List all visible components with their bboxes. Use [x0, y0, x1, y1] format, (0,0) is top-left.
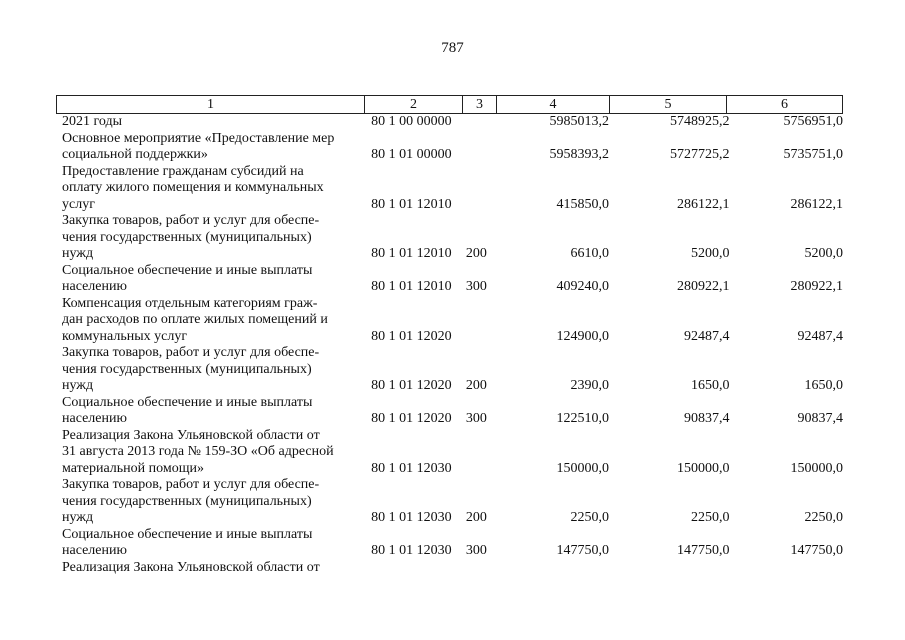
row-value-2021: 147750,0 [790, 543, 843, 558]
row-code-cell: 80 1 00 00000 [371, 114, 452, 129]
row-name-line: чения государственных (муниципальных) [62, 493, 312, 509]
table-row [56, 164, 843, 214]
row-name-line: Социальное обеспечение и иные выплаты [62, 262, 313, 278]
row-name-line: Основное мероприятие «Предоставление мер [62, 130, 335, 146]
row-value-2020: 1650,0 [690, 378, 730, 393]
row-value-2020: 90837,4 [683, 411, 730, 426]
row-value-2021: 5735751,0 [783, 147, 843, 162]
row-name-cell [62, 560, 363, 577]
row-vr-cell: 300 [465, 411, 487, 426]
row-value-2020: 5200,0 [690, 246, 730, 261]
table-row [56, 131, 843, 164]
row-code-cell: 80 1 01 12020 [371, 411, 452, 426]
row-name-cell [62, 345, 363, 395]
table-row [56, 213, 843, 263]
row-value-2021: 286122,1 [790, 196, 843, 212]
row-value-2021: 5756951,0 [783, 114, 843, 129]
table-row [56, 477, 843, 527]
row-name-line: дан расходов по оплате жилых помещений и [62, 312, 328, 327]
row-code-cell: 80 1 01 12010 [371, 196, 452, 212]
row-value-2021: 150000,0 [790, 460, 843, 476]
table-row [56, 527, 843, 560]
row-name-cell [62, 114, 363, 131]
row-vr-cell: 300 [465, 279, 487, 294]
row-value-2020: 280922,1 [676, 279, 730, 294]
row-name-line: услуг [62, 196, 95, 212]
row-vr-cell: 300 [465, 543, 487, 558]
row-value-2021: 2250,0 [804, 510, 843, 525]
row-name-cell [62, 263, 363, 296]
row-value-2019: 5985013,2 [549, 114, 610, 129]
row-value-2019: 5958393,2 [549, 147, 610, 162]
row-value-2019: 2250,0 [570, 510, 610, 525]
row-name-line: чения государственных (муниципальных) [62, 361, 312, 377]
row-name-line: Закупка товаров, работ и услуг для обеспе- [62, 477, 320, 492]
row-code-cell: 80 1 01 12030 [371, 460, 452, 476]
row-code-cell: 80 1 01 12030 [371, 510, 452, 525]
row-name-line: материальной помощи» [62, 460, 204, 476]
row-vr-cell: 200 [465, 246, 487, 261]
row-name-line: оплату жилого помещения и коммунальных [62, 180, 324, 195]
row-code-cell: 80 1 01 12020 [371, 328, 452, 344]
row-value-2020: 2250,0 [690, 510, 730, 525]
row-value-2019: 147750,0 [556, 543, 610, 558]
table-row [56, 263, 843, 296]
row-value-2020: 5748925,2 [669, 114, 730, 129]
row-name-cell [62, 131, 363, 164]
row-value-2019: 6610,0 [570, 246, 610, 261]
row-value-2019: 409240,0 [556, 279, 610, 294]
row-name-line: Реализация Закона Ульяновской области от [62, 427, 320, 443]
table-row [56, 560, 843, 577]
row-name-line: Социальное обеспечение и иные выплаты [62, 526, 313, 542]
table-row [56, 296, 843, 346]
row-value-2020: 5727725,2 [669, 147, 730, 162]
row-name-cell [62, 296, 363, 346]
header-col-6: 6 [726, 96, 842, 113]
row-code-cell: 80 1 01 12010 [371, 279, 452, 294]
row-value-2020: 92487,4 [683, 328, 730, 344]
row-code-cell: 80 1 01 00000 [371, 147, 452, 162]
row-code-cell: 80 1 01 12020 [371, 378, 452, 393]
budget-table [56, 95, 843, 576]
row-name-cell [62, 477, 363, 527]
table-row [56, 345, 843, 395]
row-name-line: социальной поддержки» [62, 147, 208, 162]
row-value-2019: 124900,0 [556, 328, 610, 344]
row-value-2021: 92487,4 [797, 328, 843, 344]
row-name-cell [62, 395, 363, 428]
table-body [56, 114, 843, 576]
table-header-row [56, 95, 843, 114]
page-number: 787 [441, 40, 464, 56]
row-name-line: нужд [62, 246, 94, 261]
row-name-cell [62, 428, 363, 478]
row-code-cell: 80 1 01 12030 [371, 543, 452, 558]
row-name-line: Компенсация отдельным категориям граж- [62, 295, 318, 311]
row-name-cell [62, 164, 363, 214]
row-name-line: населению [62, 279, 127, 294]
header-col-1: 1 [207, 97, 214, 112]
header-col-5: 5 [609, 96, 726, 113]
row-name-cell [62, 213, 363, 263]
row-value-2019: 122510,0 [556, 411, 610, 426]
row-name-line: чения государственных (муниципальных) [62, 229, 312, 245]
row-value-2020: 150000,0 [676, 460, 730, 476]
row-name-line: нужд [62, 510, 94, 525]
row-name-line: нужд [62, 378, 94, 393]
row-vr-cell: 200 [465, 510, 487, 525]
header-col-4: 4 [496, 96, 609, 113]
row-name-line: 31 августа 2013 года № 159-ЗО «Об адресной [62, 444, 334, 459]
row-value-2021: 5200,0 [804, 246, 843, 261]
row-name-line: Реализация Закона Ульяновской области от [62, 559, 320, 575]
row-name-line: 2021 годы [62, 114, 123, 129]
table-row [56, 428, 843, 478]
row-value-2019: 415850,0 [556, 196, 610, 212]
row-name-line: населению [62, 543, 127, 558]
row-name-line: коммунальных услуг [62, 328, 188, 344]
table-row [56, 395, 843, 428]
row-name-line: Закупка товаров, работ и услуг для обеспе- [62, 213, 320, 228]
row-value-2021: 280922,1 [790, 279, 843, 294]
row-value-2020: 147750,0 [676, 543, 730, 558]
row-name-line: Закупка товаров, работ и услуг для обеспе- [62, 345, 320, 360]
row-name-line: Предоставление гражданам субсидий на [62, 163, 304, 179]
row-code-cell: 80 1 01 12010 [371, 246, 452, 261]
table-row [56, 114, 843, 131]
row-name-line: Социальное обеспечение и иные выплаты [62, 394, 313, 410]
row-value-2020: 286122,1 [676, 196, 730, 212]
row-value-2019: 150000,0 [556, 460, 610, 476]
row-name-cell [62, 527, 363, 560]
header-col-2: 2 [364, 96, 462, 113]
row-value-2021: 90837,4 [797, 411, 843, 426]
header-col-3: 3 [462, 96, 496, 113]
row-vr-cell: 200 [465, 378, 487, 393]
row-name-line: населению [62, 411, 127, 426]
row-value-2021: 1650,0 [804, 378, 843, 393]
row-value-2019: 2390,0 [570, 378, 610, 393]
